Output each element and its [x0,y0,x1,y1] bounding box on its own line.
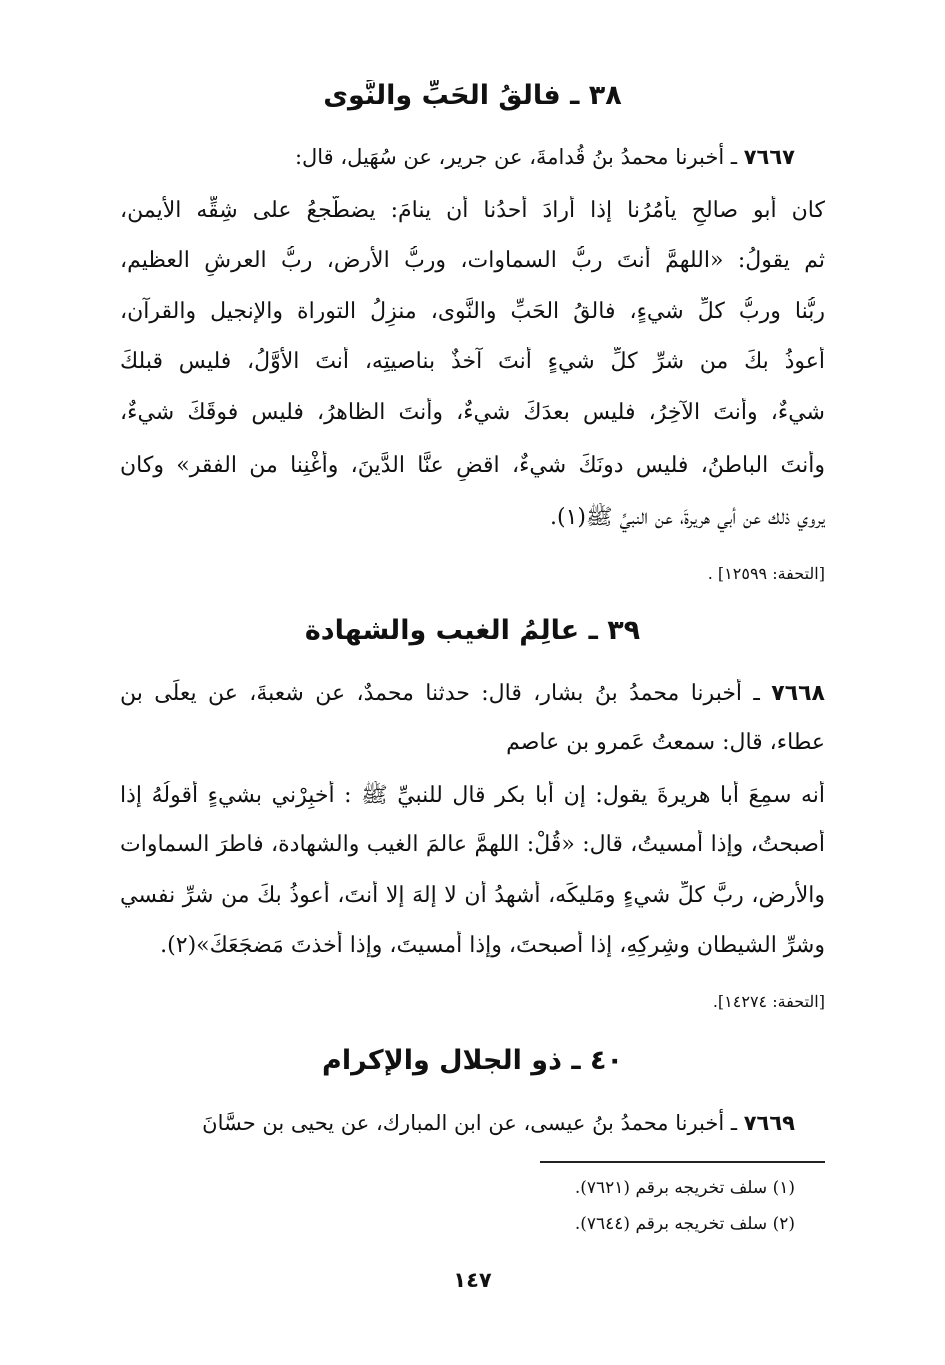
matn-line: وشرِّ الشيطان وشِركِهِ، إذا أصبحتَ، وإذا أمسيتَ، وإذا أخذتَ مَضجَعَكَ»(٢). [160,933,825,958]
matn-line: ثم يقولُ: «اللهمَّ أنتَ ربُّ السماوات، وربُّ الأرض، ربُّ العرشِ العظيم، [120,248,825,273]
matn-line: شيءٌ، وأنتَ الآخِرُ، فليس بعدَكَ شيءٌ، وأنتَ الظاهرُ، فليس فوقَكَ شيءٌ، [120,400,825,425]
matn-line: وأنتَ الباطنُ، فليس دونَكَ شيءٌ، اقضِ عنَّا الدَّينَ، وأغْنِنا من الفقر» وكان [120,453,825,478]
matn-line: كان أبو صالحٍ يأمُرُنا إذا أرادَ أحدُنا أن ينامَ: يضطَّجعُ على شِقِّه الأيمن، [120,198,825,223]
hadith-number: ٧٦٦٩ [743,1111,795,1135]
isnad-text: ـ أخبرنا محمدُ بنُ قُدامةَ، عن جرير، عن سُهَيل، قال: [294,145,738,169]
hadith-number: ٧٦٦٨ [771,681,825,706]
matn-line: والأرض، ربَّ كلِّ شيءٍ ومَليكَه، أشهدُ أن لا إلهَ إلا أنتَ، أعوذُ بكَ من شرِّ نفسي [120,883,825,908]
hadith-7667-isnad [120,142,795,172]
matn-line: أنه سمِعَ أبا هريرةَ يقول: إن أبا بكر قال للنبيِّ ﷺ : أخبِرْني بشيءٍ أقولُهُ إذا [120,783,825,808]
isnad-text: ـ أخبرنا محمدُ بنُ عيسى، عن ابن المبارك، عن يحيى بن حسَّانَ [202,1111,738,1135]
hadith-number: ٧٦٦٧ [743,145,795,169]
footnote-2: (٢) سلف تخريجه برقم (٧٦٤٤). [574,1214,795,1234]
footnote-1: (١) سلف تخريجه برقم (٧٦٢١). [574,1178,795,1198]
hadith-7668-isnad [120,679,825,709]
footnote-separator [540,1161,825,1163]
matn-line: يروي ذلك عن أبي هريرةَ، عن النبيِّ ﷺ(١). [550,505,825,530]
tuhfa-reference: [التحفة: ١٤٢٧٤]. [712,992,825,1011]
section-heading-40: ٤٠ ـ ذو الجلال والإكرام [322,1045,623,1076]
section-heading-38: ٣٨ ـ فالقُ الحَبِّ والنَّوى [323,80,622,111]
isnad-text: ـ أخبرنا محمدُ بنُ بشار، قال: حدثنا محمدٌ، عن شعبةَ، عن يعلَى بن [120,681,760,706]
matn-line: أعوذُ بكَ من شرِّ كلِّ شيءٍ أنتَ آخذٌ بناصيتِه، أنتَ الأوَّلُ، فليس قبلكَ [120,349,825,374]
page-number: ١٤٧ [453,1268,492,1292]
isnad-line: عطاء، قال: سمعتُ عَمرو بن عاصم [506,730,825,755]
matn-line: ربُّنا وربُّ كلِّ شيءٍ، فالقُ الحَبِّ والنَّوى، منزِلُ التوراة والإنجيل والقرآن، [120,299,825,324]
matn-line: أصبحتُ، وإذا أمسيتُ، قال: «قُلْ: اللهمَّ عالمَ الغيب والشهادة، فاطرَ السماوات [120,832,825,857]
section-heading-39: ٣٩ ـ عالِمُ الغيب والشهادة [304,615,641,646]
hadith-7669-isnad [120,1108,795,1138]
tuhfa-reference: [التحفة: ١٢٥٩٩] . [707,564,825,583]
